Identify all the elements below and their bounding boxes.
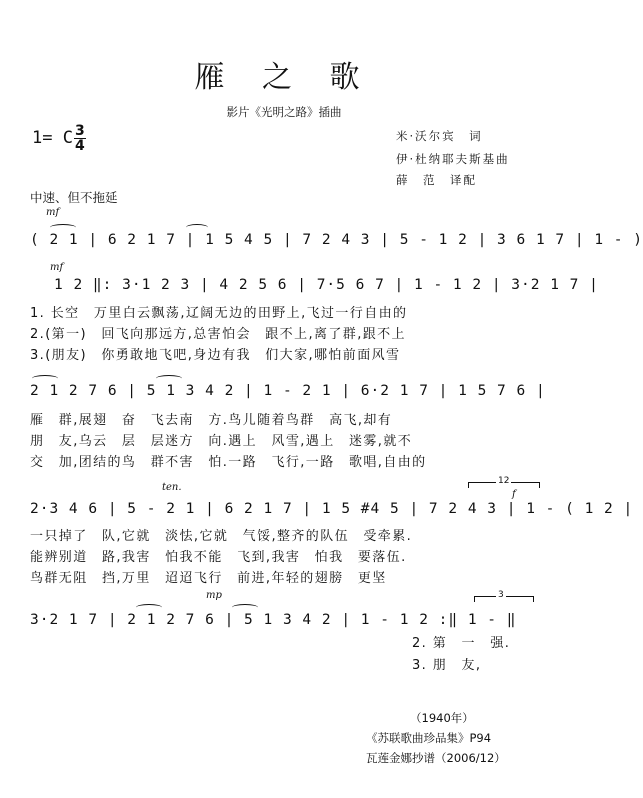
composer-credit: 伊·杜纳耶夫斯基曲 bbox=[396, 152, 510, 166]
footer-copyist: 瓦莲金娜抄谱（2006/12） bbox=[366, 751, 506, 765]
footer-source: 《苏联歌曲珍品集》P94 bbox=[366, 731, 492, 745]
lyric-verse-1-line-1: 1. 长空 万里白云飘荡,辽阔无边的田野上,飞过一行自由的 bbox=[30, 306, 408, 321]
dynamic-mf-verse: mf bbox=[50, 262, 64, 273]
lyric-verse-2-line-2: 朋 友,乌云 层 层迷方 向.遇上 风雪,遇上 迷雾,就不 bbox=[30, 434, 413, 449]
tuplet-label-12: 12 bbox=[498, 476, 510, 486]
score-row-1: 1 2 ‖: 3·1 2 3 | 4 2 5 6 | 7·5 6 7 | 1 - 1 2 | 3·2 1 7 | bbox=[54, 277, 599, 293]
score-row-intro: ( 2 1 | 6 2 1 7 | 1 5 4 5 | 7 2 4 3 | 5 - 1 2 | 3 6 1 7 | 1 - ) bbox=[30, 232, 643, 248]
lyric-verse-2-line-3: 能辨别道 路,我害 怕我不能 飞到,我害 怕我 要落伍. bbox=[30, 550, 407, 565]
subtitle: 影片《光明之路》插曲 bbox=[226, 105, 342, 119]
lyric-verse-3-line-1: 3.(朋友) 你勇敢地飞吧,身边有我 们大家,哪怕前面风雪 bbox=[30, 348, 401, 363]
key-signature: 1= C bbox=[32, 128, 73, 148]
score-row-4: 3·2 1 7 | 2 1 2 7 6 | 5 1 3 4 2 | 1 - 1 2 :‖ 1 - ‖ bbox=[30, 612, 517, 628]
slur-mark bbox=[232, 604, 258, 611]
time-signature-bottom: 4 bbox=[75, 138, 85, 154]
dynamic-mf-intro: mf bbox=[46, 207, 60, 218]
lyric-verse-3-line-2: 交 加,团结的鸟 群不害 怕.一路 飞行,一路 歌唱,自由的 bbox=[30, 455, 427, 470]
ending-verse-3: 3. 朋 友, bbox=[412, 658, 482, 673]
slur-mark bbox=[50, 224, 76, 231]
tuplet-label-3: 3 bbox=[498, 590, 504, 600]
dynamic-f: f bbox=[512, 489, 516, 500]
score-row-2: 2 1 2 7 6 | 5 1 3 4 2 | 1 - 2 1 | 6·2 1 7 | 1 5 7 6 | bbox=[30, 383, 546, 399]
lyric-verse-3-line-3: 鸟群无阻 挡,万里 迢迢飞行 前进,年轻的翅膀 更坚 bbox=[30, 571, 387, 586]
time-signature-top: 3 bbox=[75, 123, 85, 139]
slur-mark bbox=[32, 375, 58, 382]
slur-mark bbox=[186, 224, 208, 231]
lyric-verse-1-line-3: 一只掉了 队,它就 淡怯,它就 气馁,整齐的队伍 受牵累. bbox=[30, 529, 413, 544]
ending-verse-2: 2. 第 一 强. bbox=[412, 636, 511, 651]
footer-year: （1940年） bbox=[410, 711, 474, 725]
score-row-3: 2·3 4 6 | 5 - 2 1 | 6 2 1 7 | 1 5 #4 5 | 7 2 4 3 | 1 - ( 1 2 | bbox=[30, 501, 634, 517]
time-signature bbox=[74, 124, 86, 153]
dynamic-mp: mp bbox=[206, 590, 222, 601]
lyric-verse-2-line-1: 2.(第一) 回飞向那远方,总害怕会 跟不上,离了群,跟不上 bbox=[30, 327, 406, 342]
tempo-marking: 中速、但不拖延 bbox=[30, 190, 118, 205]
lyric-verse-1-line-2: 雁 群,展翅 奋 飞去南 方.鸟儿随着鸟群 高飞,却有 bbox=[30, 413, 393, 428]
slur-mark bbox=[136, 604, 162, 611]
translator-credit: 薛 范 译配 bbox=[396, 173, 477, 187]
tenuto-marking: ten. bbox=[162, 482, 182, 493]
page-title: 雁 之 歌 bbox=[194, 60, 374, 95]
slur-mark bbox=[156, 375, 182, 382]
lyricist-credit: 米·沃尔宾 词 bbox=[396, 129, 483, 143]
